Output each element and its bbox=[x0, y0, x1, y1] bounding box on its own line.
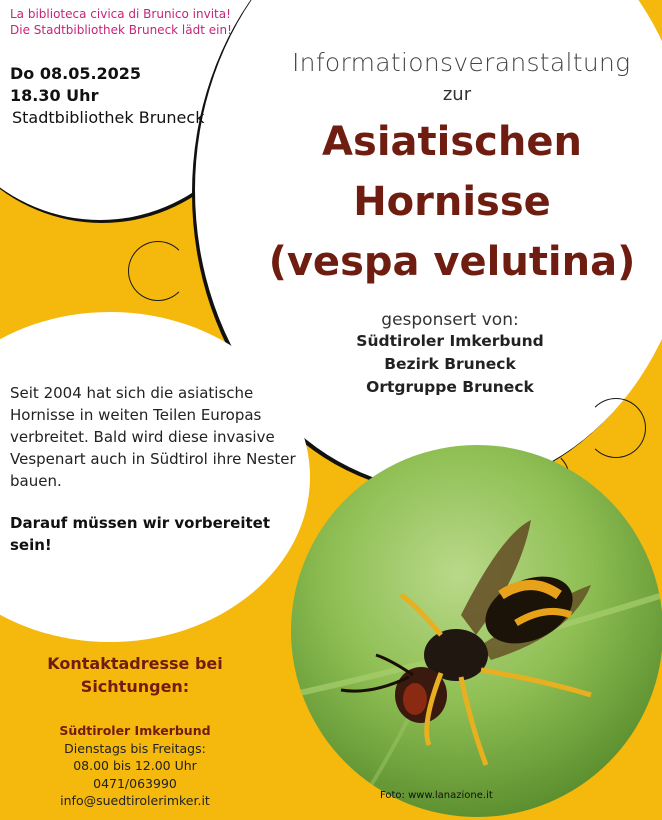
hornet-illustration bbox=[291, 445, 662, 817]
ring-decoration bbox=[128, 241, 188, 301]
contact-hours: 08.00 bis 12.00 Uhr bbox=[73, 758, 197, 773]
sponsor-org-2: Bezirk Bruneck bbox=[384, 355, 516, 373]
body-callout: Darauf müssen wir vorbereitet sein! bbox=[10, 514, 270, 554]
contact-block bbox=[30, 722, 240, 810]
page-title bbox=[262, 112, 642, 292]
invite-italian: La biblioteca civica di Brunico invita! bbox=[10, 7, 231, 21]
sponsor-label: gesponsert von: bbox=[381, 310, 519, 330]
contact-email[interactable]: info@suedtirolerimker.it bbox=[60, 793, 210, 808]
photo-credit: Foto: www.lanazione.it bbox=[380, 790, 493, 801]
ring-decoration bbox=[586, 398, 646, 458]
sponsor-block bbox=[330, 310, 570, 399]
body-paragraph: Seit 2004 hat sich die asiatische Hornisse in weiten Teilen Europas verbreitet. Bald wird diese invasive Vespenart auch in Südtirol ihre Nester bauen. bbox=[10, 384, 296, 490]
contact-org: Südtiroler Imkerbund bbox=[59, 723, 211, 738]
contact-days: Dienstags bis Freitags: bbox=[64, 740, 206, 756]
sponsor-org-1: Südtiroler Imkerbund bbox=[356, 332, 544, 350]
sponsor-org-3: Ortgruppe Bruneck bbox=[366, 378, 534, 396]
heading-zur: zur bbox=[442, 84, 472, 105]
heading-intro: Informationsveranstaltung bbox=[292, 48, 631, 77]
invite-german: Die Stadtbibliothek Bruneck lädt ein! bbox=[10, 23, 232, 37]
event-time: 18.30 Uhr bbox=[10, 86, 99, 105]
event-date: Do 08.05.2025 bbox=[10, 64, 142, 83]
title-line-1: Asiatischen bbox=[322, 119, 582, 165]
title-line-2: Hornisse bbox=[353, 179, 551, 225]
title-line-3: (vespa velutina) bbox=[268, 239, 636, 285]
hornet-photo bbox=[291, 445, 662, 817]
contact-heading: Kontaktadresse bei Sichtungen: bbox=[47, 654, 223, 696]
event-datetime bbox=[10, 63, 141, 107]
invite-text bbox=[10, 6, 232, 38]
event-venue: Stadtbibliothek Bruneck bbox=[12, 108, 205, 127]
contact-phone: 0471/063990 bbox=[93, 775, 177, 791]
